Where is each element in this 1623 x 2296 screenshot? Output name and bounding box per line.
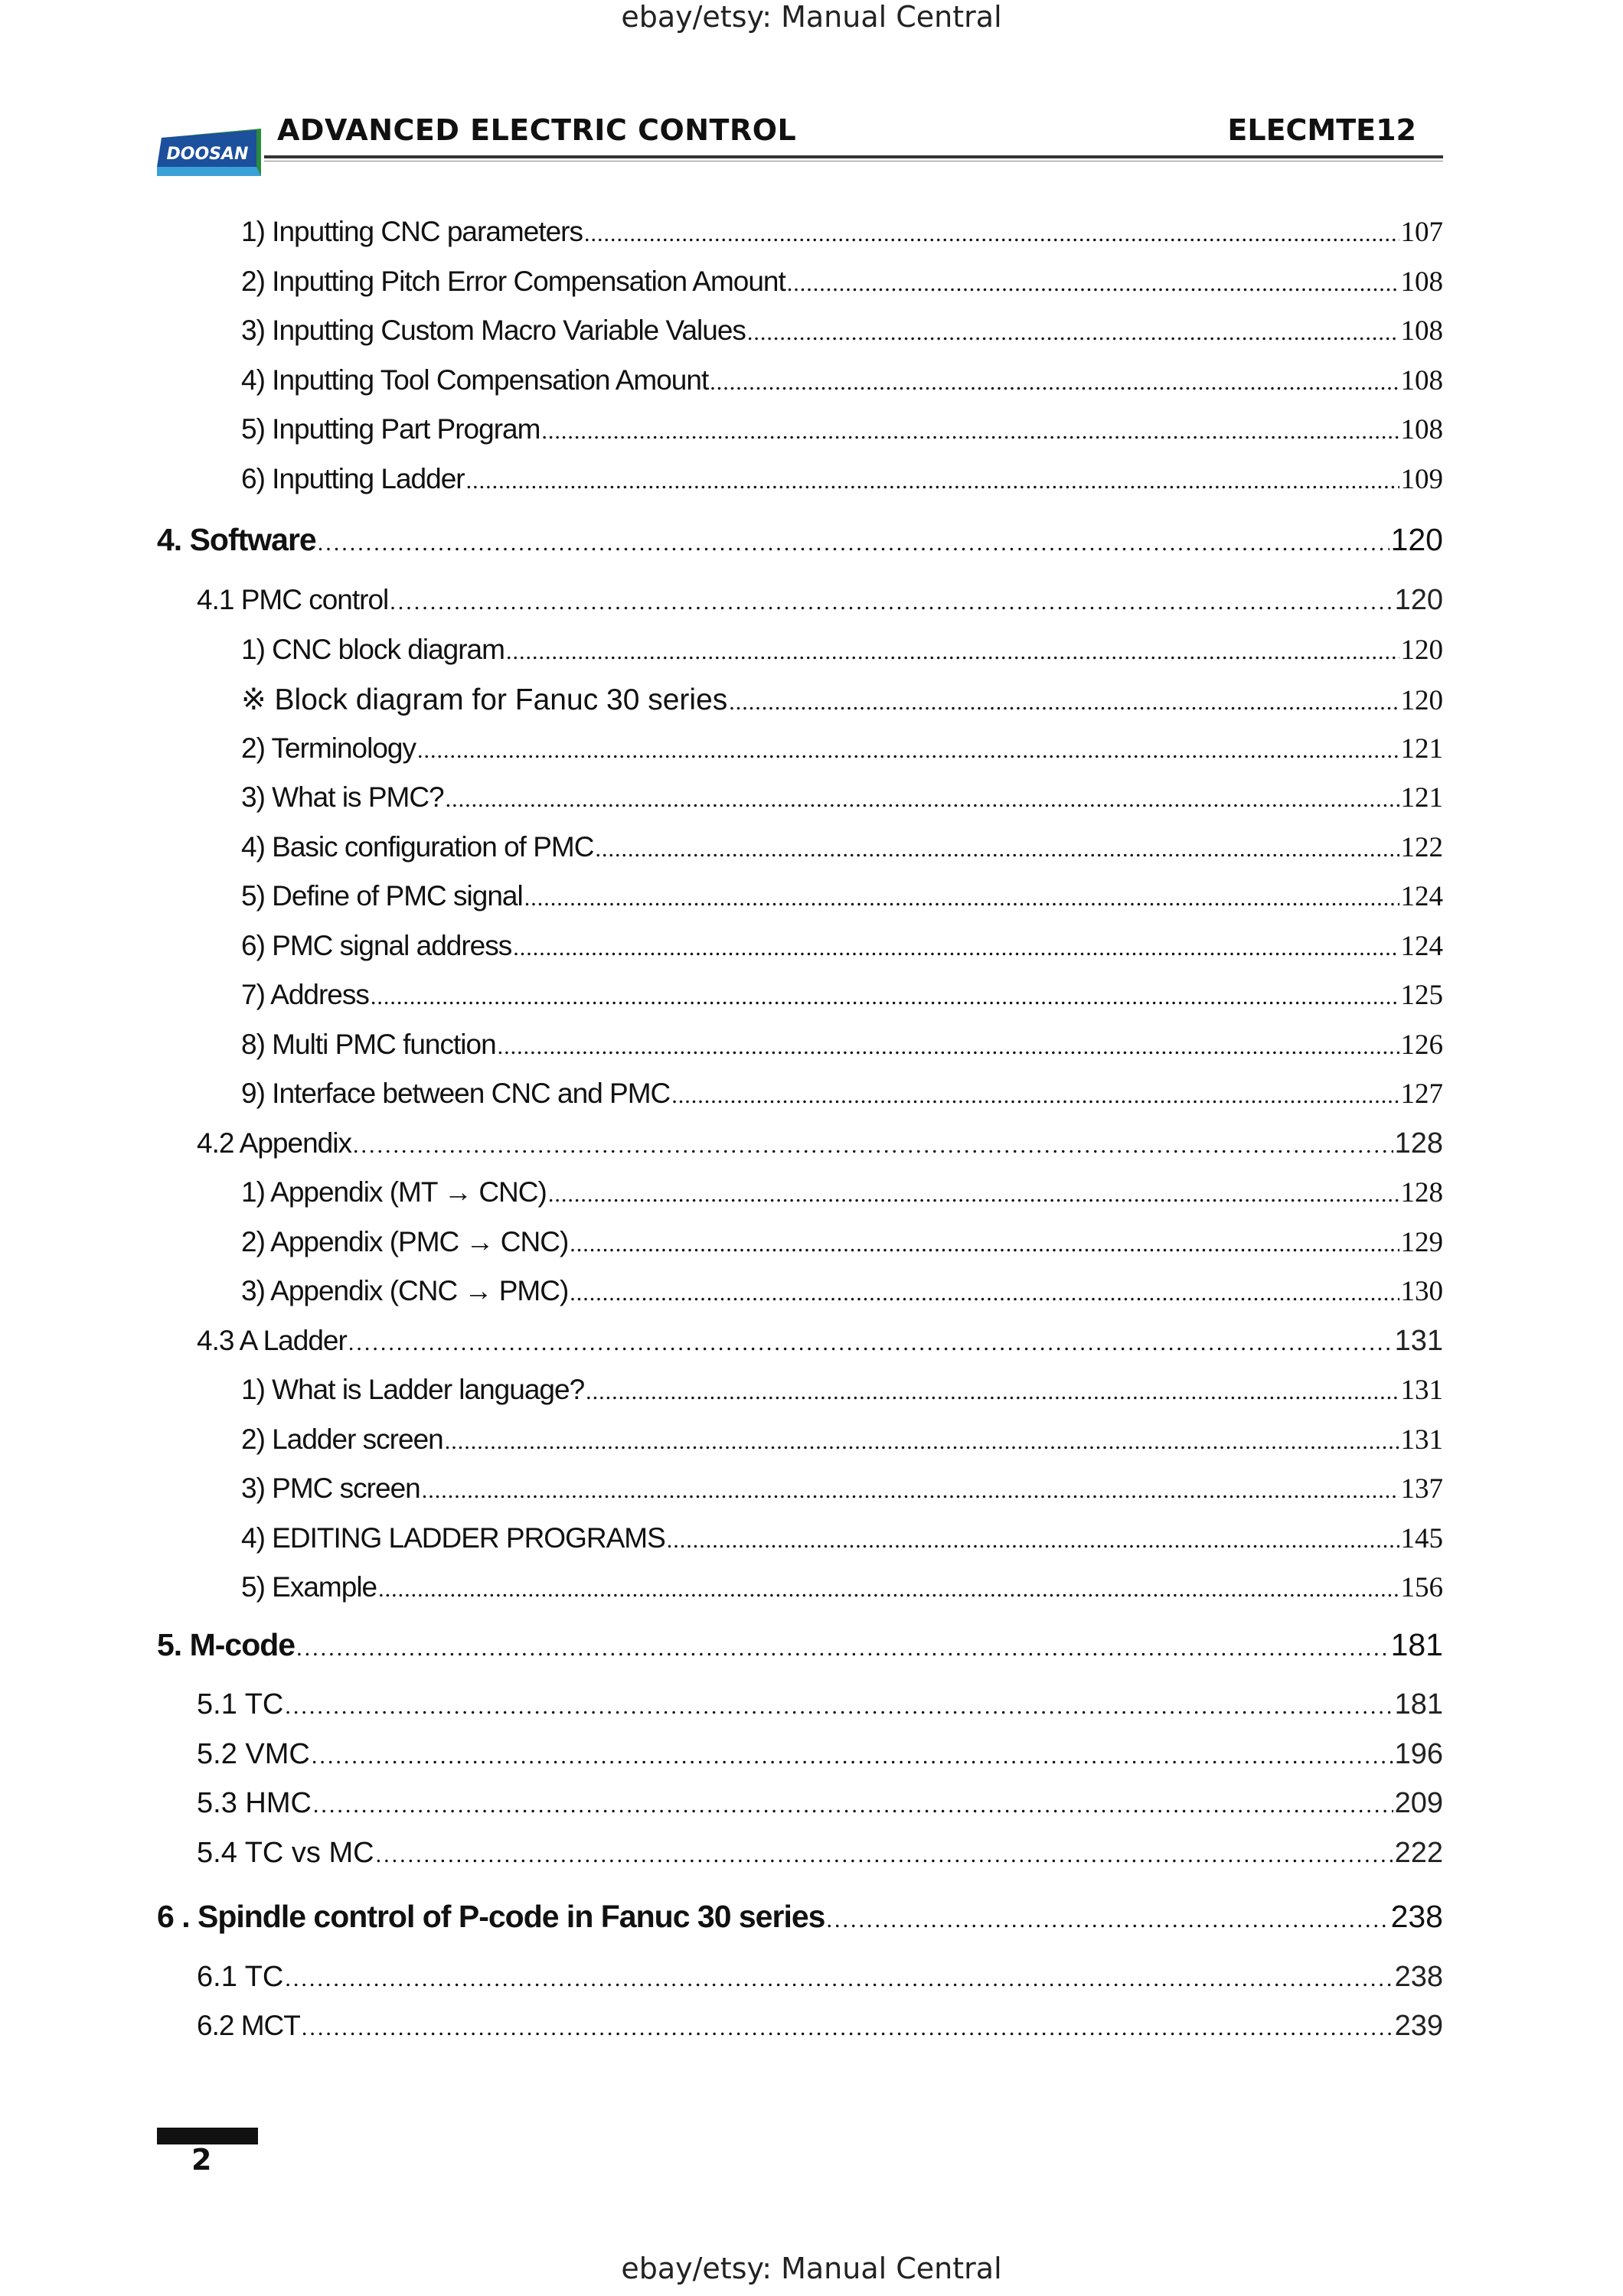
toc-leader bbox=[513, 935, 1399, 961]
toc-entry bbox=[241, 413, 1443, 446]
toc-entry-label: 4) Inputting Tool Compensation Amount bbox=[241, 364, 709, 396]
toc-entry-page: 120 bbox=[1400, 634, 1443, 666]
toc-entry-label: 1) Inputting CNC parameters bbox=[241, 216, 583, 247]
toc-entry bbox=[241, 930, 1443, 963]
toc-leader bbox=[541, 419, 1399, 445]
toc-entry-label: 2) Ladder screen bbox=[241, 1424, 443, 1455]
toc-leader bbox=[318, 530, 1390, 556]
toc-leader bbox=[371, 984, 1399, 1010]
toc-section-page: 128 bbox=[1394, 1127, 1443, 1159]
toc-entry-label: 2) Appendix (PMC → CNC) bbox=[241, 1226, 569, 1257]
toc-entry-label: 6) PMC signal address bbox=[241, 930, 512, 961]
toc-entry-label: 6) Inputting Ladder bbox=[241, 463, 465, 494]
toc-leader bbox=[498, 1034, 1399, 1060]
header-rule bbox=[264, 155, 1443, 158]
toc-entry-page: 122 bbox=[1400, 832, 1443, 863]
toc-entry-label: 2) Terminology bbox=[241, 732, 416, 764]
toc-leader bbox=[570, 1280, 1399, 1306]
toc-entry-label: 1) Appendix (MT → CNC) bbox=[241, 1176, 547, 1208]
toc-section-label: 4.1 PMC control bbox=[197, 584, 389, 615]
toc-entry-label: 3) Appendix (CNC → PMC) bbox=[241, 1275, 569, 1306]
toc-leader bbox=[586, 1379, 1399, 1405]
toc-entry-page: 109 bbox=[1400, 464, 1443, 495]
toc-section bbox=[197, 1837, 1443, 1870]
toc-entry-page: 121 bbox=[1400, 782, 1443, 814]
toc-chapter-label: 6 . Spindle control of P-code in Fanuc 30 series bbox=[157, 1899, 825, 1934]
toc-entry bbox=[241, 1424, 1443, 1456]
toc-leader bbox=[548, 1182, 1399, 1208]
toc-entry-page: 126 bbox=[1400, 1029, 1443, 1061]
toc-section bbox=[197, 2010, 1443, 2043]
toc-entry bbox=[241, 1029, 1443, 1062]
toc-leader bbox=[353, 1133, 1393, 1159]
toc-leader bbox=[595, 837, 1399, 863]
toc-entry-label: 5) Inputting Part Program bbox=[241, 413, 540, 445]
toc-entry-page: 108 bbox=[1400, 266, 1443, 298]
toc-leader bbox=[348, 1330, 1393, 1356]
toc-leader bbox=[376, 1842, 1393, 1868]
document-code: ELECMTE12 bbox=[1227, 113, 1416, 147]
toc-entry-label: 3) Inputting Custom Macro Variable Values bbox=[241, 315, 746, 346]
toc-entry-label: 1) CNC block diagram bbox=[241, 634, 505, 665]
toc-entry bbox=[241, 1226, 1443, 1259]
toc-section bbox=[197, 1961, 1443, 1994]
toc-leader bbox=[285, 1966, 1393, 1992]
toc-entry bbox=[241, 1571, 1443, 1604]
toc-entry-label: 8) Multi PMC function bbox=[241, 1029, 496, 1060]
toc-leader bbox=[422, 1478, 1399, 1504]
toc-entry-label: 7) Address bbox=[241, 979, 369, 1010]
toc-entry bbox=[241, 1522, 1443, 1555]
page-number: 2 bbox=[191, 2143, 212, 2177]
toc-entry-page: 107 bbox=[1400, 217, 1443, 248]
toc-leader bbox=[506, 639, 1399, 665]
toc-leader bbox=[667, 1528, 1399, 1554]
toc-section bbox=[197, 1688, 1443, 1721]
toc-entry-page: 120 bbox=[1400, 685, 1443, 716]
doosan-logo bbox=[157, 129, 261, 176]
logo-text: DOOSAN bbox=[166, 145, 249, 164]
toc-leader bbox=[445, 1429, 1399, 1455]
toc-entry-page: 128 bbox=[1400, 1177, 1443, 1208]
toc-leader bbox=[584, 221, 1399, 247]
toc-section-page: 238 bbox=[1394, 1961, 1443, 1993]
toc-section-label: 6.2 MCT bbox=[197, 2010, 300, 2041]
toc-leader bbox=[302, 2015, 1393, 2041]
toc-leader bbox=[285, 1694, 1393, 1720]
toc-section-page: 222 bbox=[1394, 1837, 1443, 1869]
footer-bar bbox=[157, 2128, 258, 2144]
toc-entry-label: 3) PMC screen bbox=[241, 1473, 420, 1504]
toc-section-label: 4.3 A Ladder bbox=[197, 1325, 347, 1356]
toc-section bbox=[197, 1738, 1443, 1771]
toc-entry-page: 127 bbox=[1400, 1078, 1443, 1110]
toc-entry-page: 137 bbox=[1400, 1473, 1443, 1505]
toc-entry-page: 125 bbox=[1400, 980, 1443, 1011]
toc-section-page: 209 bbox=[1394, 1787, 1443, 1819]
toc-entry bbox=[241, 364, 1443, 397]
toc-leader bbox=[710, 370, 1399, 396]
watermark-top: ebay/etsy: Manual Central bbox=[621, 0, 1002, 34]
toc-section-label: 4.2 Appendix bbox=[197, 1127, 351, 1159]
toc-entry bbox=[241, 1078, 1443, 1110]
toc-entry-page: 131 bbox=[1400, 1375, 1443, 1406]
toc-entry-page: 145 bbox=[1400, 1523, 1443, 1554]
toc-leader bbox=[446, 787, 1399, 813]
toc-entry bbox=[241, 216, 1443, 249]
toc-section bbox=[197, 1325, 1443, 1358]
toc-section-page: 196 bbox=[1394, 1738, 1443, 1770]
toc-entry-page: 129 bbox=[1400, 1227, 1443, 1258]
toc-entry bbox=[241, 1176, 1443, 1209]
toc-leader bbox=[729, 690, 1399, 716]
toc-entry-label: 4) Basic configuration of PMC bbox=[241, 831, 594, 863]
toc-section-label: 6.1 TC bbox=[197, 1961, 284, 1993]
toc-leader bbox=[466, 468, 1399, 494]
toc-entry-label: 4) EDITING LADDER PROGRAMS bbox=[241, 1522, 665, 1554]
toc-leader bbox=[390, 589, 1393, 615]
toc-entry bbox=[241, 831, 1443, 864]
toc-entry bbox=[241, 634, 1443, 667]
toc-entry-page: 124 bbox=[1400, 931, 1443, 962]
toc-entry-page: 130 bbox=[1400, 1276, 1443, 1307]
toc-entry bbox=[241, 979, 1443, 1012]
toc-entry-label: ※ Block diagram for Fanuc 30 series bbox=[241, 683, 728, 716]
toc-entry bbox=[241, 732, 1443, 765]
toc-entry-page: 108 bbox=[1400, 414, 1443, 445]
toc-leader bbox=[378, 1577, 1399, 1603]
toc-section-label: 5.3 HMC bbox=[197, 1787, 312, 1819]
toc-section-page: 120 bbox=[1394, 584, 1443, 616]
toc-entry-label: 5) Example bbox=[241, 1571, 377, 1603]
toc-section-page: 181 bbox=[1394, 1688, 1443, 1720]
page-header bbox=[157, 113, 1443, 174]
watermark-bottom: ebay/etsy: Manual Central bbox=[621, 2252, 1002, 2285]
toc-entry-page: 108 bbox=[1400, 365, 1443, 396]
toc-leader bbox=[826, 1907, 1389, 1933]
toc-entry-page: 131 bbox=[1400, 1424, 1443, 1456]
toc-leader bbox=[671, 1083, 1399, 1109]
toc-entry bbox=[241, 315, 1443, 347]
toc-section bbox=[197, 584, 1443, 617]
toc-chapter-label: 4. Software bbox=[157, 522, 316, 557]
toc-entry-page: 156 bbox=[1400, 1572, 1443, 1603]
toc-entry-label: 2) Inputting Pitch Error Compensation Amount bbox=[241, 266, 785, 297]
toc-section-label: 5.1 TC bbox=[197, 1688, 284, 1720]
toc-leader bbox=[787, 271, 1399, 297]
toc-entry-page: 108 bbox=[1400, 315, 1443, 347]
toc-entry-label: 5) Define of PMC signal bbox=[241, 880, 523, 912]
toc-entry bbox=[241, 683, 1443, 717]
toc-entry-label: 9) Interface between CNC and PMC bbox=[241, 1078, 671, 1109]
toc-entry bbox=[241, 1374, 1443, 1407]
toc-section-page: 239 bbox=[1394, 2010, 1443, 2042]
toc-chapter-label: 5. M-code bbox=[157, 1627, 296, 1662]
toc-chapter bbox=[157, 1899, 1443, 1935]
toc-entry bbox=[241, 1473, 1443, 1505]
toc-section-page: 131 bbox=[1394, 1325, 1443, 1357]
toc-entry-label: 1) What is Ladder language? bbox=[241, 1374, 585, 1405]
toc-section bbox=[197, 1787, 1443, 1820]
toc-entry bbox=[241, 1275, 1443, 1308]
toc-entry bbox=[241, 781, 1443, 814]
document-title: ADVANCED ELECTRIC CONTROL bbox=[277, 113, 797, 147]
toc-leader bbox=[524, 885, 1399, 912]
toc-section-label: 5.4 TC vs MC bbox=[197, 1837, 374, 1869]
toc-entry bbox=[241, 880, 1443, 913]
toc-leader bbox=[313, 1792, 1393, 1818]
toc-entry-label: 3) What is PMC? bbox=[241, 781, 444, 813]
toc-entry bbox=[241, 266, 1443, 298]
toc-leader bbox=[296, 1636, 1389, 1662]
toc-leader bbox=[570, 1231, 1399, 1257]
toc-section-label: 5.2 VMC bbox=[197, 1738, 310, 1770]
toc-entry bbox=[241, 463, 1443, 496]
toc-chapter bbox=[157, 522, 1443, 558]
toc-chapter bbox=[157, 1627, 1443, 1663]
toc-leader bbox=[312, 1743, 1393, 1769]
toc-leader bbox=[747, 320, 1399, 346]
toc-section bbox=[197, 1127, 1443, 1160]
toc-chapter-page: 120 bbox=[1390, 522, 1443, 557]
toc-chapter-page: 181 bbox=[1390, 1627, 1443, 1662]
toc-leader bbox=[417, 738, 1399, 764]
toc-entry-page: 124 bbox=[1400, 881, 1443, 912]
toc-entry-page: 121 bbox=[1400, 733, 1443, 765]
toc-chapter-page: 238 bbox=[1390, 1899, 1443, 1934]
